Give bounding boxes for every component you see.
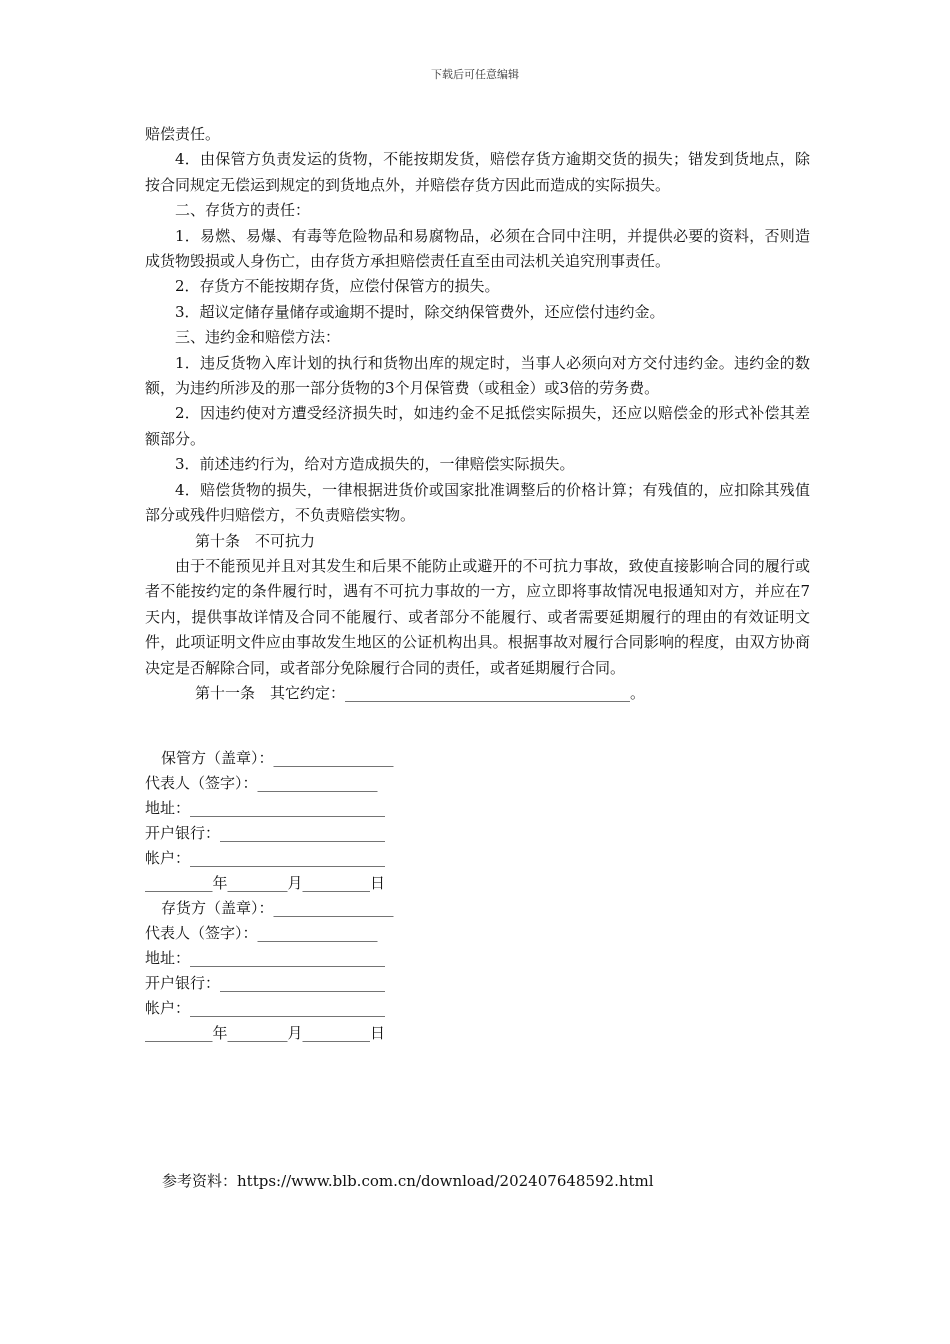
paragraph: 2．存货方不能按期存货，应偿付保管方的损失。 xyxy=(175,277,500,296)
contract-body xyxy=(145,122,810,706)
article-heading: 第十一条 其它约定：______________________________________。 xyxy=(195,683,646,702)
paragraph: 由于不能预见并且对其发生和后果不能防止或避开的不可抗力事故，致使直接影响合同的履行或者不能按约定的条件履行时，遇有不可抗力事故的一方，应立即将事故情况电报通知对方，并应在7天内，提供事故详情及合同不能履行、或者部分不能履行、或者需要延期履行的理由的有效证明文件，此项证明文件应由事故发生地区的公证机构出具。根据事故对履行合同影响的程度，由双方协商决定是否解除合同，或者部分免除履行合同的责任，或者延期履行合同。 xyxy=(145,556,810,677)
signature-line: 帐户：__________________________ xyxy=(145,999,386,1017)
signature-line: 帐户：__________________________ xyxy=(145,849,386,867)
paragraph: 2．因违约使对方遭受经济损失时，如违约金不足抵偿实际损失，还应以赔偿金的形式补偿其差额部分。 xyxy=(145,404,810,448)
page-header: 下载后可任意编辑 xyxy=(431,68,519,81)
signature-line: 代表人（签字）：________________ xyxy=(145,774,378,792)
signature-line: 代表人（签字）：________________ xyxy=(145,924,378,942)
section-heading: 三、违约金和赔偿方法： xyxy=(175,328,341,347)
article-heading: 第十条 不可抗力 xyxy=(195,531,316,550)
custodian-signature-block xyxy=(145,746,394,896)
paragraph: 4．由保管方负责发运的货物，不能按期发货，赔偿存货方逾期交货的损失；错发到货地点，除按合同规定无偿运到规定的到货地点外，并赔偿存货方因此而造成的实际损失。 xyxy=(145,150,810,194)
signature-line: 保管方（盖章）：________________ xyxy=(161,749,394,767)
paragraph: 4．赔偿货物的损失，一律根据进货价或国家批准调整后的价格计算；有残值的，应扣除其残值部分或残件归赔偿方，不负责赔偿实物。 xyxy=(145,480,810,525)
signature-line: 开户银行：______________________ xyxy=(145,824,386,842)
depositor-signature-block xyxy=(145,896,394,1046)
signature-line: 地址：__________________________ xyxy=(145,799,386,817)
signature-line: 开户银行：______________________ xyxy=(145,974,386,992)
signature-line: 地址：__________________________ xyxy=(145,949,386,967)
section-heading: 二、存货方的责任： xyxy=(175,201,311,220)
paragraph: 1．违反货物入库计划的执行和货物出库的规定时，当事人必须向对方交付违约金。违约金的数额，为违约所涉及的那一部分货物的3个月保管费（或租金）或3倍的劳务费。 xyxy=(145,353,810,398)
paragraph: 赔偿责任。 xyxy=(145,125,221,143)
paragraph: 3．超议定储存量储存或逾期不提时，除交纳保管费外，还应偿付违约金。 xyxy=(175,302,665,321)
paragraph: 1．易燃、易爆、有毒等危险物品和易腐物品，必须在合同中注明，并提供必要的资料，否则造成货物毁损或人身伤亡，由存货方承担赔偿责任直至由司法机关追究刑事责任。 xyxy=(145,226,810,271)
paragraph: 3．前述违约行为，给对方造成损失的，一律赔偿实际损失。 xyxy=(175,455,575,474)
signature-line: 存货方（盖章）：________________ xyxy=(161,899,394,917)
reference-link[interactable]: 参考资料：https://www.blb.com.cn/download/202407648592.html xyxy=(162,1172,654,1190)
date-line: _________年________月_________日 xyxy=(145,1024,386,1042)
date-line: _________年________月_________日 xyxy=(145,874,386,892)
